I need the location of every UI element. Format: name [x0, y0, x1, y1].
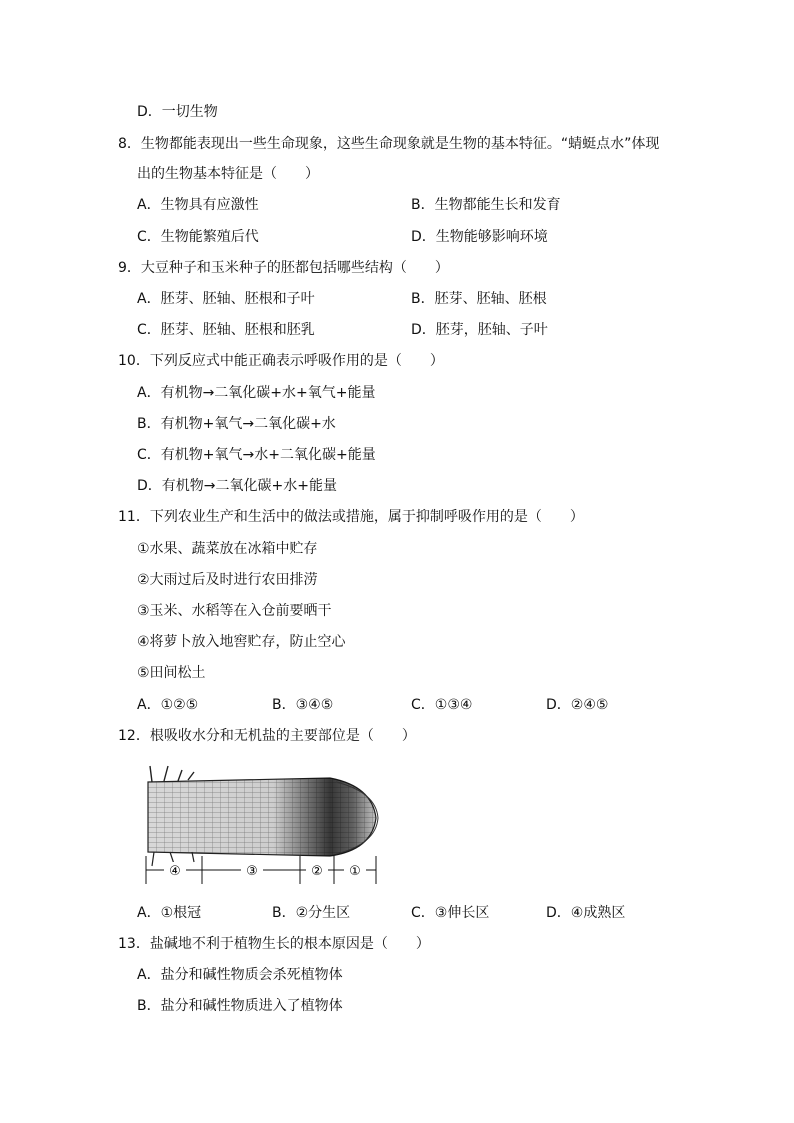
q9-option-b: B．胚芽、胚轴、胚根	[411, 291, 547, 307]
q10-option-d: D．有机物→二氧化碳+水+能量	[137, 478, 337, 494]
q11-item: ⑤田间松土	[137, 665, 206, 681]
q11-option-b: B．③④⑤	[272, 697, 334, 713]
q11-option-d: D．②④⑤	[546, 697, 609, 713]
q12-option-c: C．③伸长区	[411, 905, 490, 921]
q9-option-c: C．胚芽、胚轴、胚根和胚乳	[137, 322, 315, 338]
zone-label-1: ①	[349, 864, 361, 879]
q8-option-d: D．生物能够影响环境	[411, 229, 548, 245]
q9-option-d: D．胚芽，胚轴、子叶	[411, 322, 548, 338]
q12-option-b: B．②分生区	[272, 905, 351, 921]
q8-option-c: C．生物能繁殖后代	[137, 229, 259, 245]
q13-option-b: B．盐分和碱性物质进入了植物体	[137, 998, 343, 1014]
q8-stem-line1: 8．生物都能表现出一些生命现象，这些生命现象就是生物的基本特征。“蜻蜓点水”体现	[118, 136, 660, 152]
q10-stem: 10．下列反应式中能正确表示呼吸作用的是（ ）	[118, 353, 444, 369]
q8-option-b: B．生物都能生长和发育	[411, 197, 561, 213]
root-tip-diagram	[140, 762, 390, 886]
q10-option-b: B．有机物+氧气→二氧化碳+水	[137, 416, 336, 432]
q11-item: ③玉米、水稻等在入仓前要晒干	[137, 603, 332, 619]
q11-stem: 11．下列农业生产和生活中的做法或措施，属于抑制呼吸作用的是（ ）	[118, 509, 584, 525]
q9-stem: 9．大豆种子和玉米种子的胚都包括哪些结构（ ）	[118, 260, 449, 276]
q12-option-d: D．④成熟区	[546, 905, 626, 921]
q11-item: ②大雨过后及时进行农田排涝	[137, 572, 318, 588]
q12-stem: 12．根吸收水分和无机盐的主要部位是（ ）	[118, 728, 416, 744]
q10-option-c: C．有机物+氧气→水+二氧化碳+能量	[137, 447, 376, 463]
q12-option-a: A．①根冠	[137, 905, 202, 921]
root-tip-illustration	[140, 762, 390, 886]
q11-option-a: A．①②⑤	[137, 697, 199, 713]
zone-label-4: ④	[169, 864, 181, 879]
q13-option-a: A．盐分和碱性物质会杀死植物体	[137, 967, 343, 983]
q7-option-d: D．一切生物	[137, 104, 218, 120]
q9-option-a: A．胚芽、胚轴、胚根和子叶	[137, 291, 315, 307]
q8-stem-line2: 出的生物基本特征是（ ）	[137, 166, 319, 182]
q10-option-a: A．有机物→二氧化碳+水+氧气+能量	[137, 385, 376, 401]
q11-item: ④将萝卜放入地窖贮存，防止空心	[137, 634, 346, 650]
q8-option-a: A．生物具有应激性	[137, 197, 259, 213]
zone-label-3: ③	[246, 864, 258, 879]
q11-item: ①水果、蔬菜放在冰箱中贮存	[137, 541, 318, 557]
q13-stem: 13．盐碱地不利于植物生长的根本原因是（ ）	[118, 936, 430, 952]
zone-label-2: ②	[311, 864, 323, 879]
q11-option-c: C．①③④	[411, 697, 473, 713]
